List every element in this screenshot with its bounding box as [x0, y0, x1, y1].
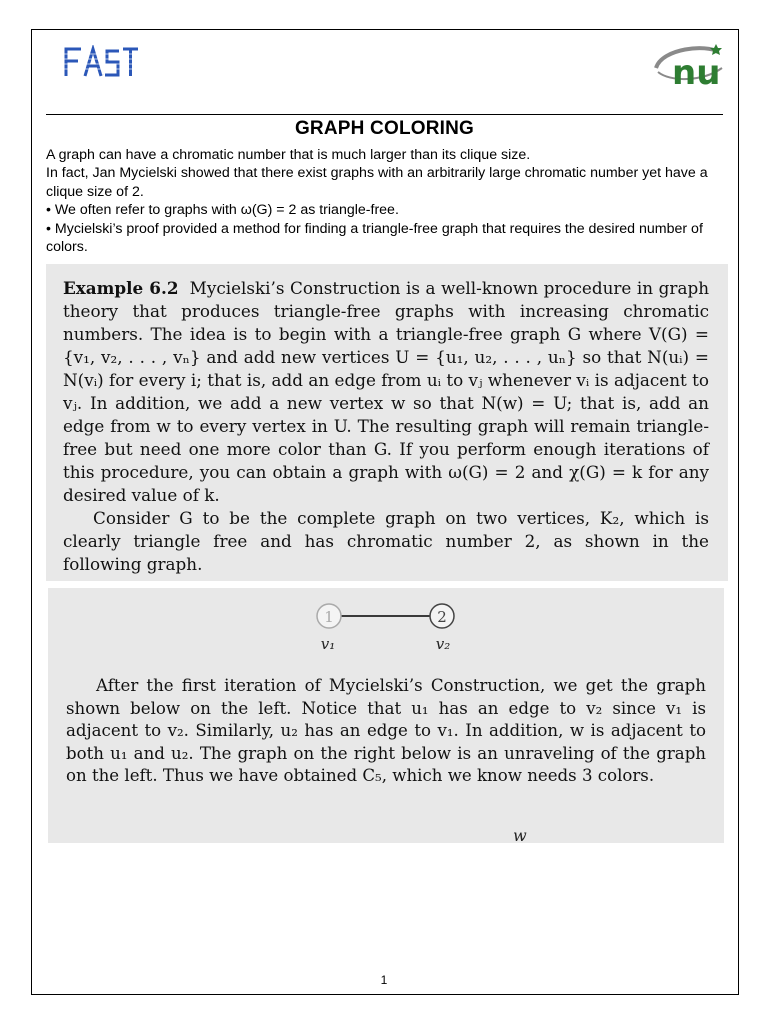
page-number: 1 [380, 973, 388, 987]
intro-line-2: In fact, Jan Mycielski showed that there exist graphs with an arbitrarily large chromatic number yet have a clique size of 2. [46, 165, 708, 200]
nu-logo-text: nu [672, 53, 721, 90]
k2-graph [300, 597, 470, 657]
example-paragraph-2: Consider G to be the complete graph on two vertices, K₂, which is clearly triangle free and has chromatic number 2, as shown in the following graph. [63, 508, 709, 574]
page-title: GRAPH COLORING [294, 118, 475, 139]
example-paragraph-1: Mycielski’s Construction is a well-known procedure in graph theory that produces triangle-free graphs with increasing chromatic numbers. The idea is to begin with a triangle-free graph G where V(G) = {v₁, v₂, . . . , vₙ} and add new vertices U = {u₁, u₂, . . . , uₙ} so that N(uᵢ) = N(vᵢ) for every i; that is, add an edge from uᵢ to vⱼ whenever vᵢ is adjacent to vⱼ. In addition, we add a new vertex w so that N(w) = U; that is, add an edge from w to every vertex in U. The resulting graph will remain triangle-free but need one more color than G. If you perform enough iterations of this procedure, you can obtain a graph with ω(G) = 2 and χ(G) = k for any desired value of k. [63, 278, 709, 505]
w-vertex-label: w [513, 826, 527, 845]
example-label: Example 6.2 [63, 278, 179, 298]
intro-bullet-2: • Mycielski’s proof provided a method for finding a triangle-free graph that requires the desired number of colors. [46, 220, 703, 256]
vertex-2-color-label: 2 [437, 608, 447, 626]
fast-logo-text: FAST [101, 75, 104, 76]
intro-bullet-1: • We often refer to graphs with ω(G) = 2 as triangle-free. [46, 202, 399, 219]
nu-logo [652, 38, 732, 90]
example-text [63, 277, 709, 576]
intro-line-1: A graph can have a chromatic number that is much larger than its clique size. [46, 147, 531, 163]
continuation-text [66, 675, 706, 788]
continuation-paragraph: After the first iteration of Mycielski’s Construction, we get the graph shown below on the left. Notice that u₁ has an edge to v₂ since v₁ is adjacent to v₂. Similarly, u₂ has an edge to v₁. In addition, w is adjacent to both u₁ and u₂. The graph on the right below is an unraveling of the graph on the left. Thus we have obtained C₅, which we know needs 3 colors. [66, 676, 706, 786]
vertex-1-color-label: 1 [324, 608, 334, 626]
fast-logo [63, 45, 139, 79]
vertex-2-name: v₂ [435, 635, 451, 653]
header-divider [46, 114, 723, 115]
intro-section [46, 146, 726, 256]
vertex-1-name: v₁ [320, 635, 336, 653]
